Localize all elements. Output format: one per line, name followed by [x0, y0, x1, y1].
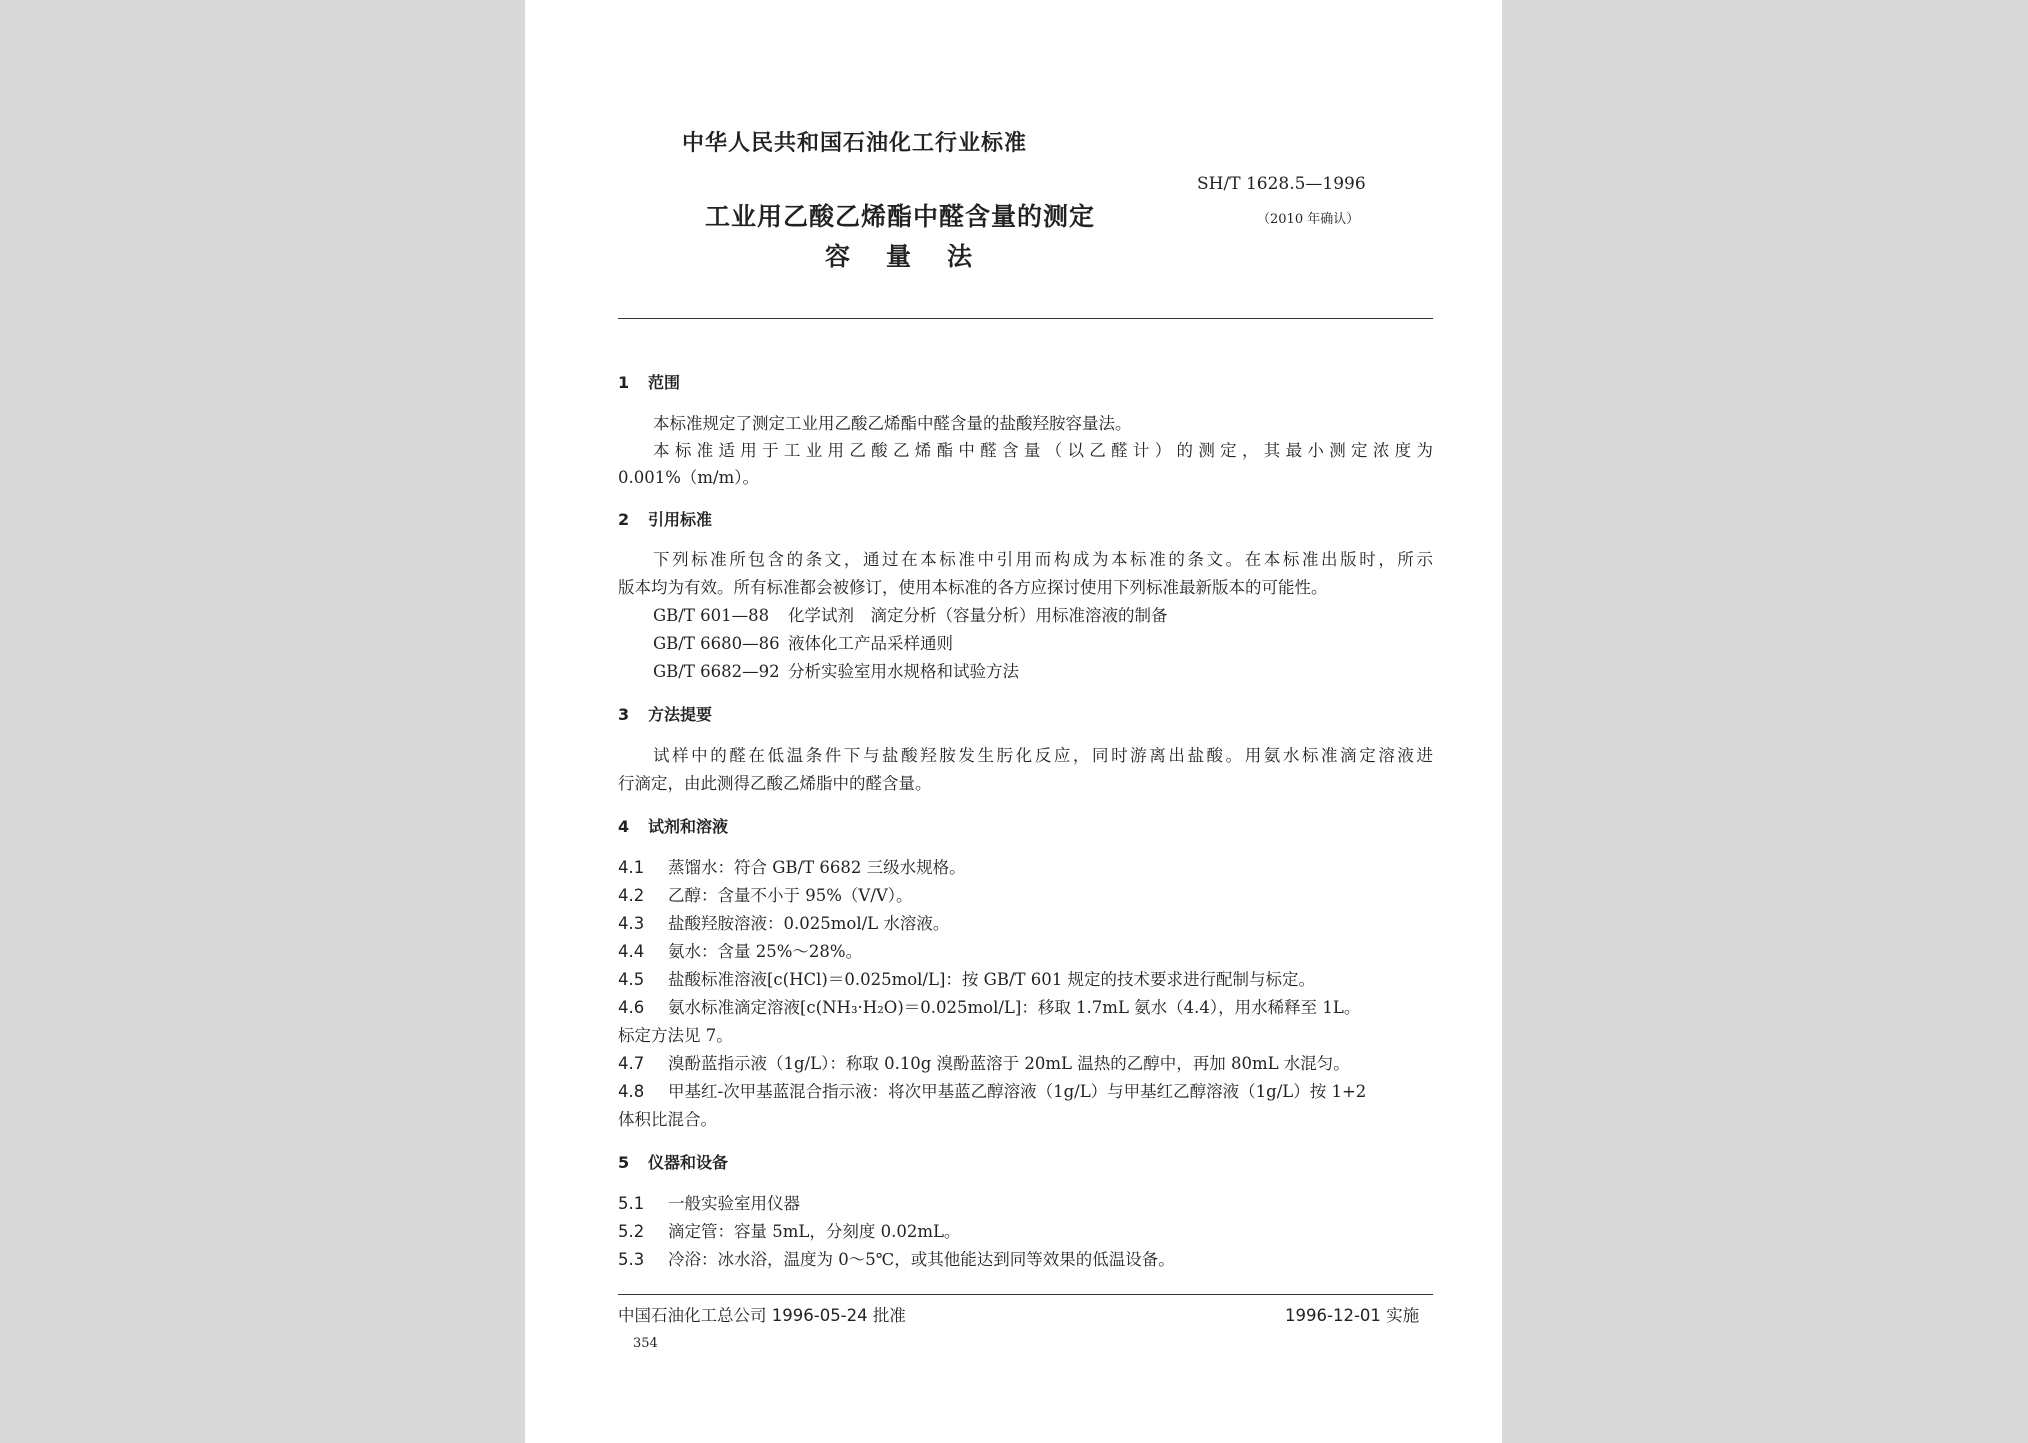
issuing-body-header: 中华人民共和国石油化工行业标准 — [682, 131, 1028, 156]
clause-number: 4.6 — [618, 998, 645, 1017]
paragraph: 版本均为有效。所有标准都会被修订，使用本标准的各方应探讨使用下列标准最新版本的可能性。 — [618, 578, 1328, 597]
clause-number: 4.2 — [618, 886, 645, 905]
list-item — [618, 1050, 1350, 1074]
clause-text: 蒸馏水：符合 GB/T 6682 三级水规格。 — [668, 858, 966, 877]
list-item-continuation — [618, 1106, 717, 1130]
clause-text: 氨水：含量 25%～28%。 — [668, 942, 863, 961]
reference-item — [653, 630, 953, 654]
list-item — [618, 966, 1315, 990]
list-item — [618, 910, 949, 934]
clause-text: 一般实验室用仪器 — [668, 1194, 800, 1213]
clause-number: 5.2 — [618, 1222, 645, 1241]
document-page — [525, 0, 1502, 1443]
list-item — [618, 1218, 960, 1242]
list-item — [618, 994, 1360, 1018]
list-item — [618, 1078, 1366, 1102]
clause-text: 氨水标准滴定溶液[c(NH₃·H₂O)＝0.025mol/L]：移取 1.7mL 氨水（4.4），用水稀释至 1L。 — [668, 998, 1361, 1017]
section-title: 试剂和溶液 — [648, 817, 729, 836]
reference-item — [653, 602, 1168, 626]
reference-code: GB/T 601—88 — [653, 606, 770, 625]
section-number: 3 — [618, 705, 630, 724]
reference-title: 分析实验室用水规格和试验方法 — [788, 662, 1019, 681]
clause-text: 溴酚蓝指示液（1g/L）：称取 0.10g 溴酚蓝溶于 20mL 温热的乙醇中，再加 80mL 水混匀。 — [668, 1054, 1350, 1073]
clause-number: 4.1 — [618, 858, 645, 877]
clause-number: 5.1 — [618, 1194, 645, 1213]
paragraph: 试样中的醛在低温条件下与盐酸羟胺发生肟化反应，同时游离出盐酸。用氨水标准滴定溶液进 — [653, 746, 1433, 765]
document-subtitle: 容量法 — [825, 242, 1009, 271]
list-item — [618, 854, 966, 878]
clause-text: 冷浴：冰水浴，温度为 0～5℃，或其他能达到同等效果的低温设备。 — [668, 1250, 1175, 1269]
section-title: 范围 — [648, 373, 681, 392]
clause-text: 乙醇：含量不小于 95%（V/V）。 — [668, 886, 913, 905]
section-number: 2 — [618, 510, 630, 529]
paragraph: 本标准适用于工业用乙酸乙烯酯中醛含量（以乙醛计）的测定，其最小测定浓度为 — [653, 441, 1433, 460]
clause-number: 4.8 — [618, 1082, 645, 1101]
reference-item — [653, 658, 1019, 682]
section-heading-1 — [618, 370, 680, 393]
section-heading-4 — [618, 814, 728, 837]
reference-code: GB/T 6682—92 — [653, 662, 780, 681]
section-number: 1 — [618, 373, 630, 392]
document-title: 工业用乙酸乙烯酯中醛含量的测定 — [705, 202, 1096, 231]
list-item — [618, 1190, 800, 1214]
clause-text: 盐酸羟胺溶液：0.025mol/L 水溶液。 — [668, 914, 950, 933]
header-divider — [618, 318, 1433, 319]
standard-number: SH/T 1628.5—1996 — [1197, 174, 1366, 194]
footer-divider — [618, 1294, 1433, 1295]
clause-text: 滴定管：容量 5mL，分刻度 0.02mL。 — [668, 1222, 961, 1241]
list-item — [618, 882, 913, 906]
clause-number: 4.7 — [618, 1054, 645, 1073]
reference-title: 液体化工产品采样通则 — [788, 634, 953, 653]
section-title: 仪器和设备 — [648, 1153, 729, 1172]
clause-text: 甲基红-次甲基蓝混合指示液：将次甲基蓝乙醇溶液（1g/L）与甲基红乙醇溶液（1g/L）按 1+2 — [668, 1082, 1367, 1101]
page-number: 354 — [633, 1336, 658, 1351]
section-heading-3 — [618, 702, 712, 725]
clause-number: 5.3 — [618, 1250, 645, 1269]
list-item — [618, 1246, 1175, 1270]
confirmation-note: （2010 年确认） — [1257, 212, 1360, 227]
clause-number: 4.5 — [618, 970, 645, 989]
section-heading-5 — [618, 1150, 728, 1173]
section-title: 引用标准 — [648, 510, 713, 529]
clause-text: 盐酸标准溶液[c(HCl)＝0.025mol/L]：按 GB/T 601 规定的技术要求进行配制与标定。 — [668, 970, 1315, 989]
effective-date: 1996-12-01 实施 — [1285, 1306, 1420, 1325]
clause-number: 4.3 — [618, 914, 645, 933]
clause-text: 标定方法见 7。 — [618, 1026, 733, 1045]
clause-number: 4.4 — [618, 942, 645, 961]
reference-code: GB/T 6680—86 — [653, 634, 780, 653]
reference-title: 化学试剂 滴定分析（容量分析）用标准溶液的制备 — [788, 606, 1168, 625]
section-number: 5 — [618, 1153, 630, 1172]
paragraph: 下列标准所包含的条文，通过在本标准中引用而构成为本标准的条文。在本标准出版时，所示 — [653, 550, 1433, 569]
section-number: 4 — [618, 817, 630, 836]
paragraph: 本标准规定了测定工业用乙酸乙烯酯中醛含量的盐酸羟胺容量法。 — [653, 414, 1132, 433]
paragraph: 0.001%（m/m）。 — [618, 468, 760, 487]
paragraph: 行滴定，由此测得乙酸乙烯脂中的醛含量。 — [618, 774, 932, 793]
list-item — [618, 938, 862, 962]
list-item-continuation — [618, 1022, 733, 1046]
section-title: 方法提要 — [648, 705, 713, 724]
approval-note: 中国石油化工总公司 1996-05-24 批准 — [618, 1306, 906, 1325]
section-heading-2 — [618, 507, 712, 530]
clause-text: 体积比混合。 — [618, 1110, 717, 1129]
